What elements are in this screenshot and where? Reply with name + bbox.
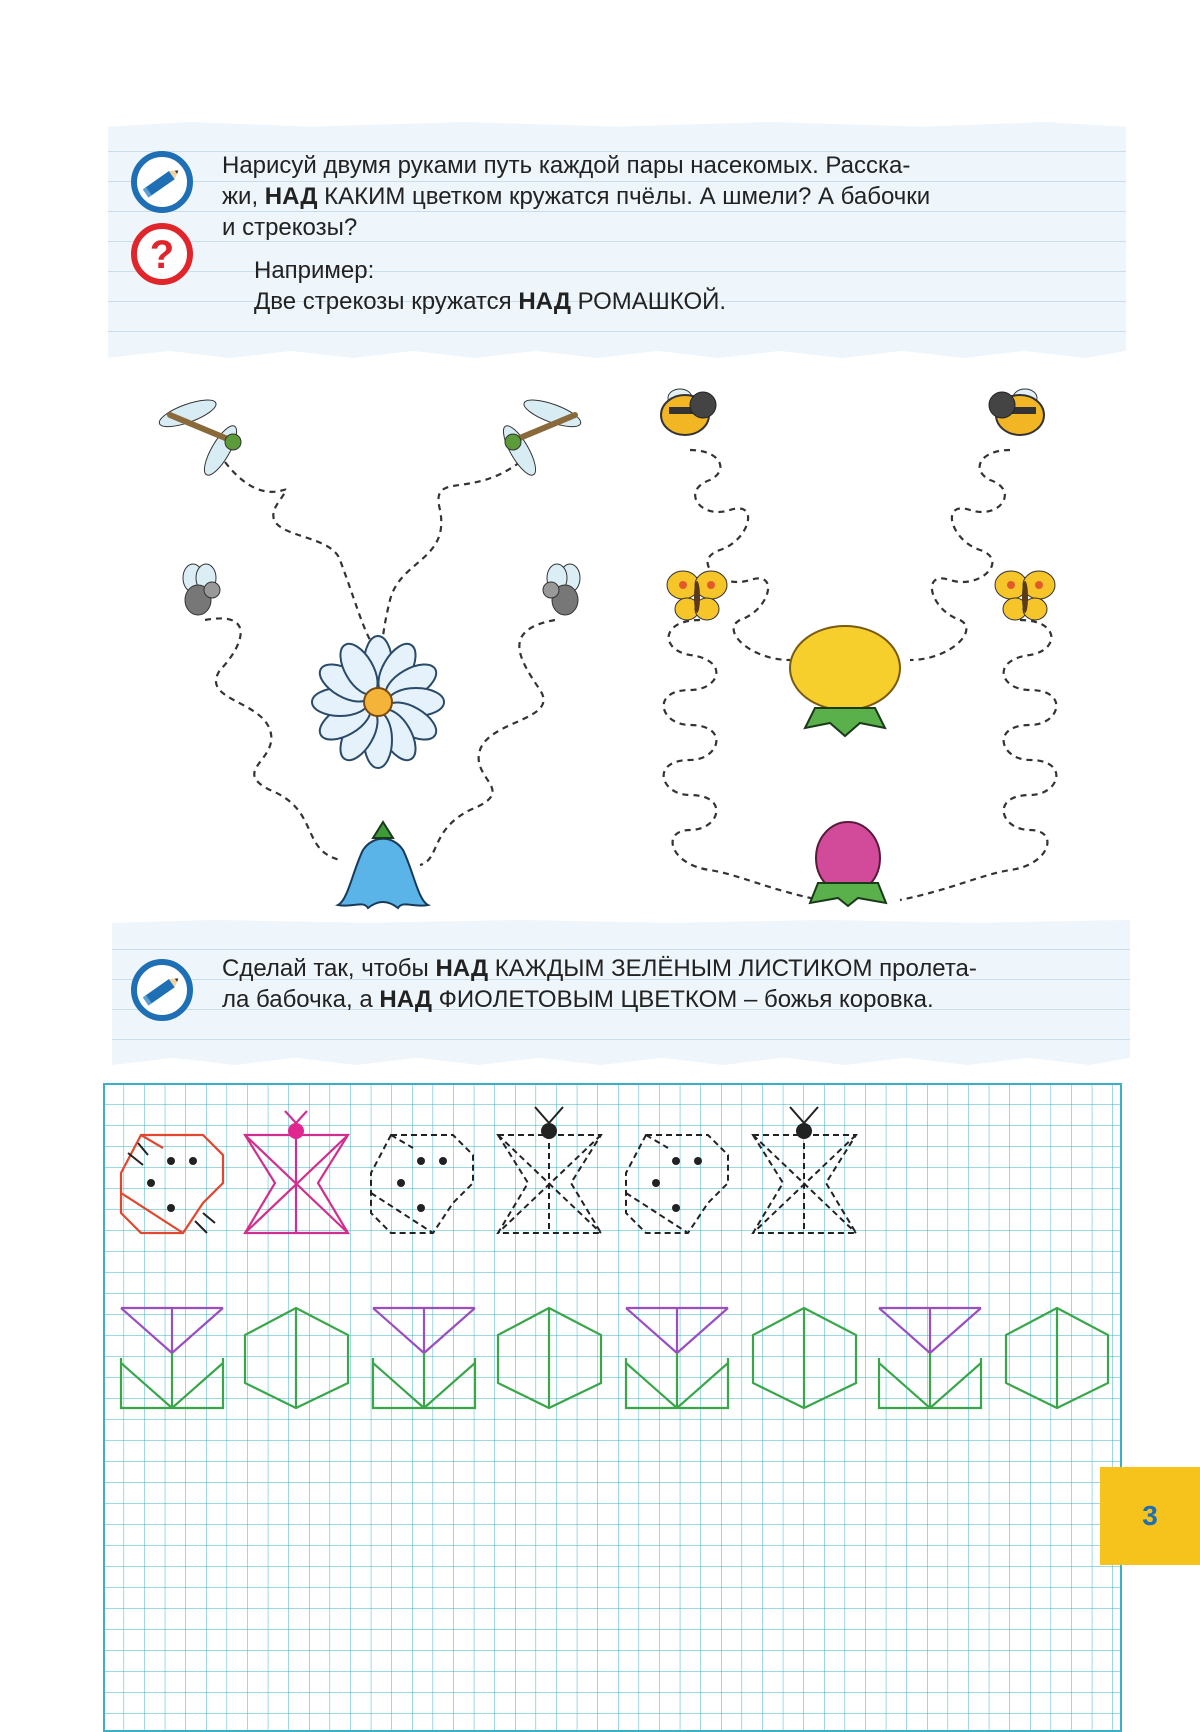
- dragonfly-left: [156, 395, 242, 480]
- dragonfly-right: [498, 395, 584, 480]
- butterfly-left: [667, 571, 727, 620]
- bee-path-right: [910, 450, 1010, 660]
- task1-instruction: Нарисуй двумя руками путь каждой пары насекомых. Расска- жи, НАД КАКИМ цветком кружатся пчёлы. А шмели? А бабочки и стрекозы?: [222, 152, 931, 241]
- dragonfly-path-left: [225, 462, 370, 640]
- fly-path-right: [420, 620, 555, 865]
- butterfly-right: [995, 571, 1055, 620]
- clover-flower: [810, 822, 886, 906]
- grid-worksheet: [103, 1083, 1122, 1732]
- bee-left: [661, 389, 716, 435]
- bee-right: [989, 389, 1044, 435]
- insects-illustration: [0, 370, 1200, 920]
- dandelion-flower: [790, 626, 900, 736]
- fly-left: [183, 564, 220, 615]
- task2-instruction: Сделай так, чтобы НАД КАЖДЫМ ЗЕЛЁНЫМ ЛИСТИКОМ пролета- ла бабочка, а НАД ФИОЛЕТОВЫМ ЦВЕТКОМ – божья коровка.: [222, 955, 977, 1013]
- bluebell-flower: [338, 822, 428, 908]
- task1-example: Например: Две стрекозы кружатся НАД РОМАШКОЙ.: [254, 257, 727, 315]
- pencil-icon: [130, 150, 194, 214]
- question-icon: [130, 222, 194, 286]
- fly-right: [543, 564, 580, 615]
- pencil-icon: [130, 958, 194, 1022]
- bee-path-left: [690, 450, 790, 660]
- page-number: 3: [1100, 1467, 1200, 1565]
- daisy-flower: [312, 636, 444, 768]
- svg-text:?: ?: [149, 233, 175, 277]
- fly-path-left: [205, 618, 340, 860]
- butterfly-path-right: [900, 620, 1056, 900]
- dragonfly-path-right: [382, 462, 520, 645]
